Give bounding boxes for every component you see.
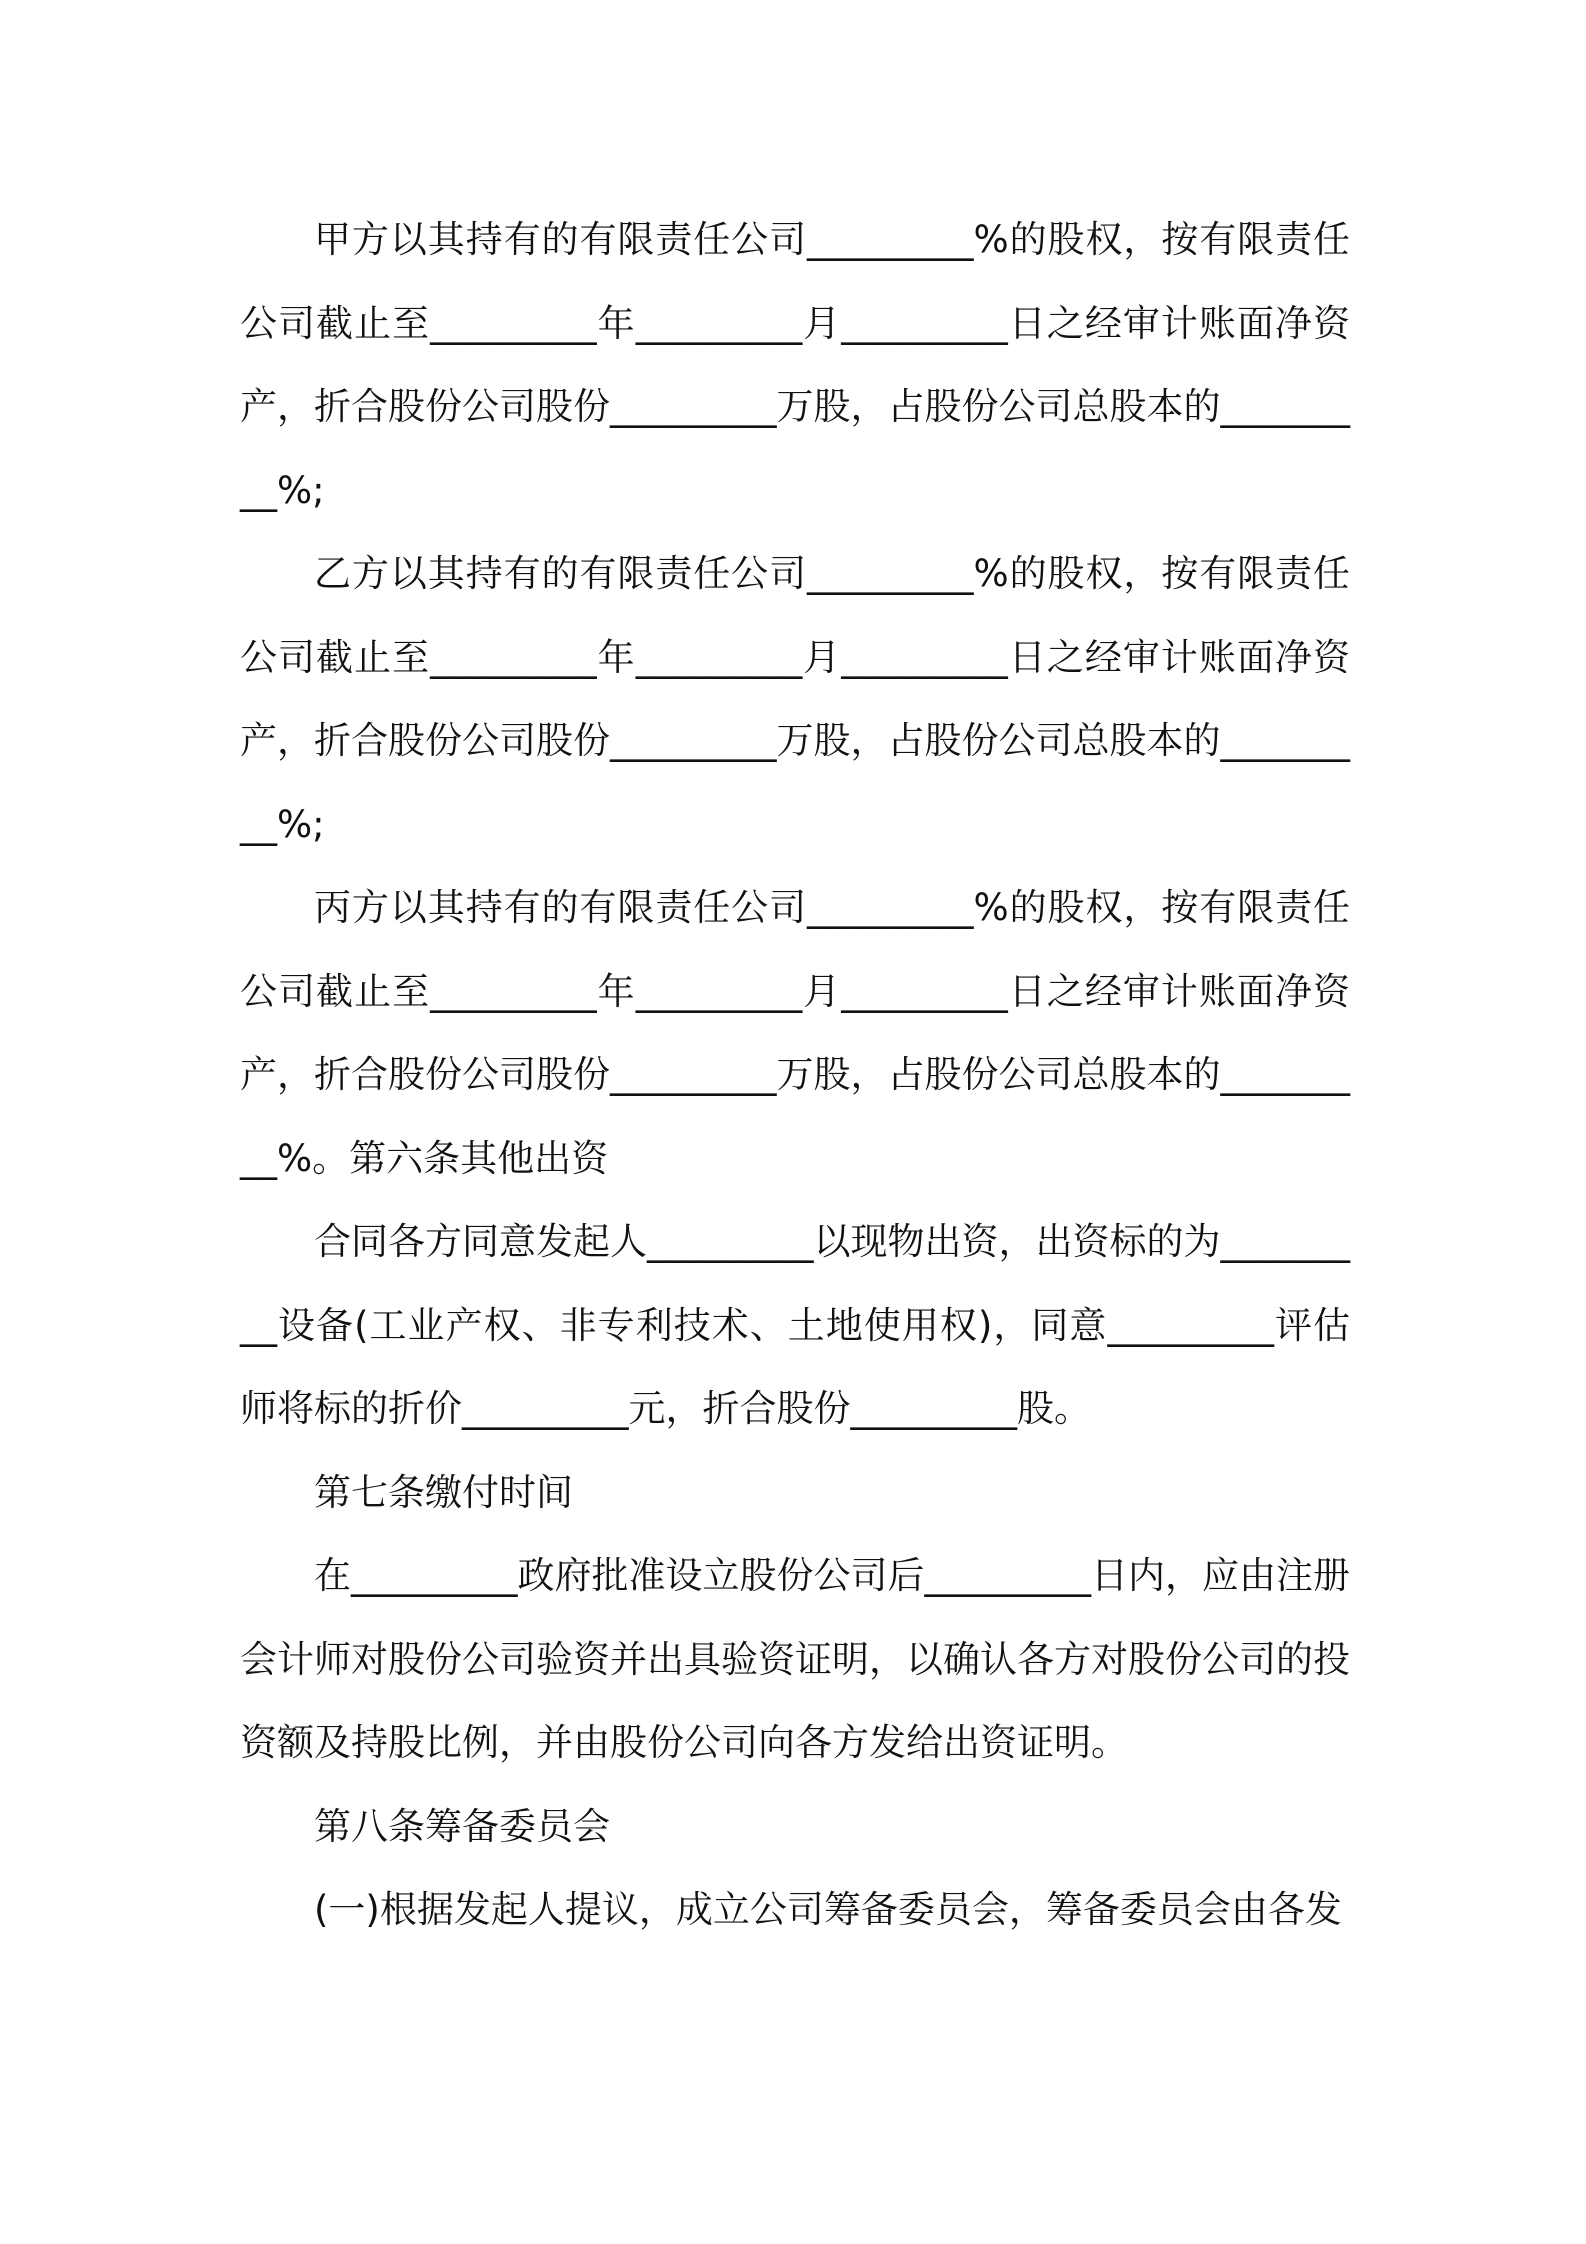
party-c-equity-clause: 丙方以其持有的有限责任公司_________%的股权，按有限责任公司截止至_________年_________月_________日之经审计账面净资产，折合股份公司股份_________万股，占股份公司总股本的_________%。第六条其他出资 — [240, 886, 1350, 1180]
article-eight-heading: 第八条筹备委员会 — [314, 1804, 610, 1848]
party-a-equity-clause: 甲方以其持有的有限责任公司_________%的股权，按有限责任公司截止至_________年_________月_________日之经审计账面净资产，折合股份公司股份_________万股，占股份公司总股本的_________%; — [240, 218, 1350, 512]
party-b-equity-clause: 乙方以其持有的有限责任公司_________%的股权，按有限责任公司截止至_________年_________月_________日之经审计账面净资产，折合股份公司股份_________万股，占股份公司总股本的_________%; — [240, 552, 1350, 846]
payment-time-clause: 在_________政府批准设立股份公司后_________日内，应由注册会计师对股份公司验资并出具验资证明，以确认各方对股份公司的投资额及持股比例，并由股份公司向各方发给出资证明。 — [240, 1554, 1350, 1764]
preparatory-committee-clause: (一)根据发起人提议，成立公司筹备委员会，筹备委员会由各发 — [314, 1888, 1342, 1931]
document-body — [240, 198, 1350, 1952]
article-seven-heading: 第七条缴付时间 — [314, 1470, 573, 1514]
in-kind-contribution-clause: 合同各方同意发起人_________以现物出资，出资标的为_________设备(工业产权、非专利技术、土地使用权)，同意_________评估师将标的折价_________元，折合股份_________股。 — [240, 1220, 1350, 1430]
